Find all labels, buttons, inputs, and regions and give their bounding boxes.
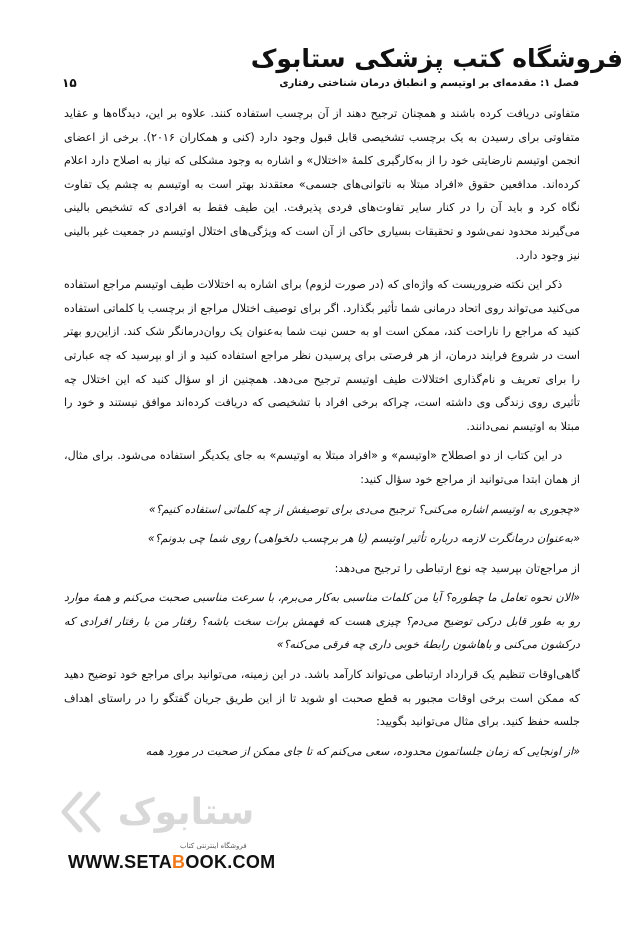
quoted-dialogue: «چجوری به اوتیسم اشاره می‌کنی؟ ترجیح می‌دی برای توصیفش از چه کلماتی استفاده کنیم؟»	[148, 502, 580, 516]
site-url[interactable]	[68, 852, 275, 873]
running-header	[62, 76, 579, 90]
chevron-left-icon	[82, 794, 98, 830]
quoted-dialogue: «از اونجایی که زمان جلساتمون محدوده، سعی می‌کنم که تا جای ممکن از صحبت در مورد همه	[145, 744, 580, 758]
body-paragraph: گاهی‌اوقات تنظیم یک قرارداد ارتباطی می‌تواند کارآمد باشد. در این زمینه، می‌توانید برای مراجع خود توضیح دهید که ممکن است برخی اوقات مجبور به قطع صحبت او شوید تا از این طریق جریان گفتگو را در راستای اهداف جلسه حفظ کنید. برای مثال می‌توانید بگویید:	[64, 668, 580, 729]
site-url-accent: B	[172, 852, 186, 872]
watermark-caption: فروشگاه اینترنتی کتاب	[180, 842, 247, 850]
watermark-logo-text: ستابوک	[117, 792, 255, 833]
page-body	[64, 102, 580, 767]
page-number: ۱۵	[62, 76, 77, 90]
chapter-title: فصل ۱: مقدمه‌ای بر اوتیسم و انطباق درمان شناختی رفتاری	[279, 77, 579, 89]
body-paragraph: ذکر این نکته ضروریست که واژه‌ای که (در صورت لزوم) برای اشاره به اختلالات طیف اوتیسم مراجع استفاده می‌کنید می‌تواند روی اتحاد درمانی شما تأثیر بگذارد. اگر برای توصیف اختلال مراجع از برچسب یا کلماتی استفاده کنید که مراجع را ناراحت کند، ممکن است او به حسن نیت شما به‌عنوان یک روان‌درمانگر شک کند. ازاین‌رو بهتر است در شروع فرایند درمان، از هر فرصتی برای پرسیدن نظر مراجع استفاده کنید و از او بپرسید که چه عبارتی را برای تعریف و نام‌گذاری اختلالات طیف اوتیسم ترجیح می‌دهد. همچنین از او سؤال کنید که این اختلال چه تأثیری روی زندگی وی داشته است، چراکه برخی افراد با تشخیصی که دریافت کرده‌اند موافق نیستند و خود را مبتلا به اوتیسم نمی‌دانند.	[64, 278, 580, 433]
quoted-dialogue: «به‌عنوان درمانگرت لازمه درباره تأثیر اوتیسم (یا هر برچسب دلخواهی) روی شما چی بدونم؟»	[147, 532, 580, 546]
body-paragraph: از مراجع‌تان بپرسید چه نوع ارتباطی را ترجیح می‌دهد:	[334, 561, 580, 575]
site-url-prefix: WWW.SETA	[68, 852, 173, 872]
store-title: فروشگاه کتب پزشکی ستابوک	[250, 44, 623, 73]
setabook-watermark-logo	[58, 780, 268, 844]
site-url-suffix: OOK.COM	[185, 852, 276, 872]
body-paragraph: متفاوتی دریافت کرده باشند و همچنان ترجیح دهند از آن برچسب استفاده کنند. علاوه بر این، دیدگاه‌ها و عقاید متفاوتی برای رسیدن به یک برچسب تشخیصی قابل قبول وجود دارد (کنی و همکاران ۲۰۱۶). برخی از اعضای انجمن اوتیسم نارضایتی خود را از به‌کارگیری کلمهٔ «اختلال» و اشاره به وجود مشکلی که نیاز به اصلاح دارد اعلام کرده‌اند. مدافعین حقوق «افراد مبتلا به ناتوانی‌های جسمی» معتقدند بهتر است به اوتیسم به چشم یک تفاوت نگاه کرد و باید آن را در کنار سایر تفاوت‌های فردی پذیرفت. این طیف فقط به افرادی که تشخیص بالینی می‌گیرند محدود نمی‌شود و تحقیقات بسیاری حاکی از آن است که ویژگی‌های اختلال اوتیسم در جمعیت غیر بالینی نیز وجود دارد.	[64, 107, 581, 262]
body-paragraph: در این کتاب از دو اصطلاح «اوتیسم» و «افراد مبتلا به اوتیسم» به جای یکدیگر استفاده می‌شود. برای مثال، از همان ابتدا می‌توانید از مراجع خود سؤال کنید:	[64, 449, 580, 486]
quoted-dialogue: «الان نحوه تعامل ما چطوره؟ آیا من کلمات مناسبی به‌کار می‌برم، با سرعت مناسبی صحبت می‌کنم و همهٔ موارد رو به طور قابل درکی توضیح می‌دم؟ چیزی هست که فهمش برات سخت باشه؟ رفتار من با رفتار افرادی که درکشون می‌کنی و باهاشون رابطهٔ خوبی داری چه فرقی می‌کنه؟»	[64, 591, 580, 652]
chevron-left-icon	[64, 794, 80, 830]
